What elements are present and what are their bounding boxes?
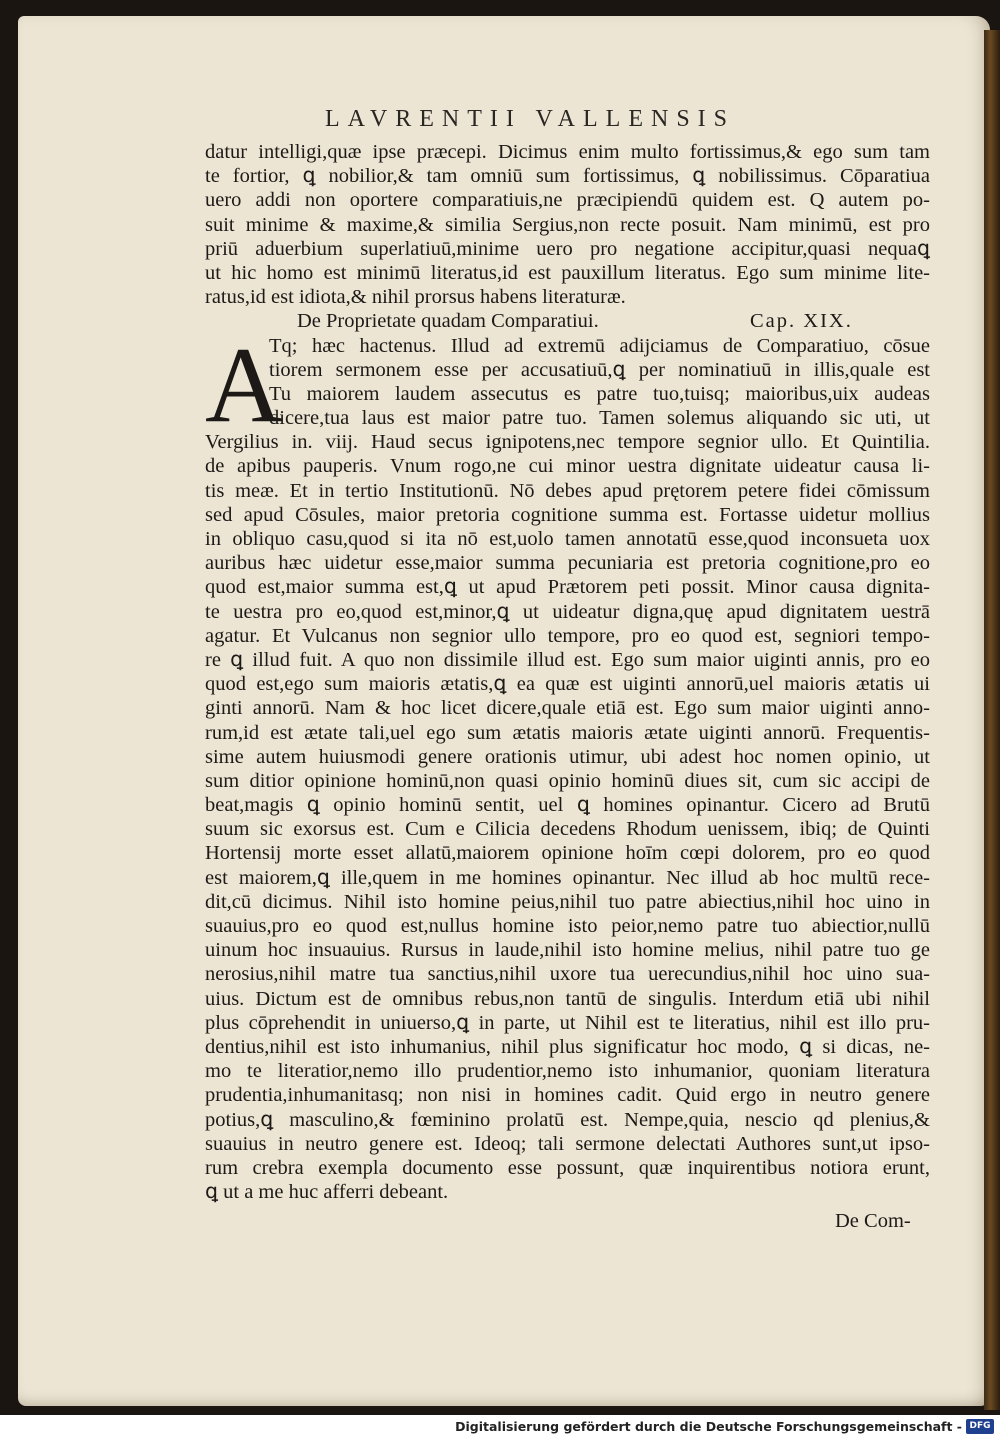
text-line: sime autem huiusmodi genere orationis utimur, ubi adest hoc nomen opinio, ut: [205, 745, 930, 768]
text-line: ut hic homo est minimū literatus,id est pauxillum literatus. Ego sum minime lite-: [205, 261, 930, 284]
funding-notice: Digitalisierung gefördert durch die Deutsche Forschungsgemeinschaft -: [455, 1419, 962, 1434]
text-line: nerosius,nihil matre tua sanctius,nihil uxore tua uerecundius,nihil hoc uino sua-: [205, 963, 930, 986]
text-line: mo te literatior,nemo illo prudentior,nemo isto inhumanior, quoniam literatura: [205, 1060, 930, 1083]
text-line: re ꝗ illud fuit. A quo non dissimile illud est. Ego sum maior uiginti annis, pro eo: [205, 648, 930, 671]
text-line: sed apud Cōsules, maior pretoria cognitione summa est. Fortasse uidetur mollius: [205, 503, 930, 526]
catchword: De Com-: [835, 1210, 911, 1232]
text-line: plus cōprehendit in uniuerso,ꝗ in parte, ut Nihil est te literatius, nihil est illo pru-: [205, 1011, 930, 1034]
text-line: Tq; hæc hactenus. Illud ad extremū adijciamus de Comparatiuo, cōsue: [269, 334, 930, 357]
text-line: uius. Dictum est de omnibus rebus,non tantū de singulis. Interdum etiā ubi nihil: [205, 987, 930, 1010]
text-line: quod est,ego sum maioris ætatis,ꝗ ea quæ est uiginti annorū,uel maioris ætatis ui: [205, 673, 930, 696]
chapter-title: De Proprietate quadam Comparatiui.: [297, 310, 599, 333]
text-line: prudentia,inhumanitasq; non nisi in homines cadit. Quid ergo in neutro genere: [205, 1084, 930, 1107]
text-line: rum crebra exempla documento esse possunt, quæ inquirentibus notiora erunt,: [205, 1156, 930, 1179]
text-line: est maiorem,ꝗ ille,quem in me homines opinantur. Nec illud ab hoc multū rece-: [205, 866, 930, 889]
text-line: dentius,nihil est isto inhumanius, nihil plus significatur hoc modo, ꝗ si dicas, ne-: [205, 1035, 930, 1058]
chapter-heading: [205, 309, 930, 333]
text-line: rum,id est ætate tali,uel ego sum ætatis maioris ætate uiginti annorū. Frequentis-: [205, 721, 930, 744]
chapter-number: Cap. XIX.: [750, 310, 853, 333]
text-block-top: [205, 140, 930, 309]
text-line: Hortensij morte esset allatū,maiorem opinione hoīm cœpi dolorem, pro eo quod: [205, 842, 930, 865]
text-line: suauius,pro eo quod est,nullus homine isto peior,nemo patre tuo abiectior,nullū: [205, 915, 930, 937]
body-text: [205, 140, 930, 1204]
text-line: sum ditior opinione hominū,non quasi opinio hominū diues sit, cum sic accipi de: [205, 769, 930, 792]
text-line: beat,magis ꝗ opinio hominū sentit, uel ꝗ homines opinantur. Cicero ad Brutū: [205, 794, 930, 817]
text-line: te uestra pro eo,quod est,minor,ꝗ ut uideatur digna,quę apud dignitatem uestrā: [205, 600, 930, 623]
text-line: suauius in neutro genere est. Ideoq; tali sermone delectati Authores sunt,ut ipso-: [205, 1132, 930, 1155]
text-line: priū aduerbium superlatiuū,minime uero pro negatione accipitur,quasi nequaꝗ: [205, 237, 930, 260]
text-line: agatur. Et Vulcanus non segnior ullo tempore, pro eo quod est, segniori tempo-: [205, 624, 930, 647]
text-line: uero addi non oportere comparatiuis,ne præcipiendū quidem est. Q autem po-: [205, 189, 930, 212]
text-line: tiorem sermonem esse per accusatiuū,ꝗ per nominatiuū in illis,quale est: [269, 358, 930, 381]
text-line: suum sic exorsus est. Cum e Cilicia decedens Rhodum uenissem, ibiq; de Quinti: [205, 818, 930, 841]
text-line: datur intelligi,quæ ipse præcepi. Dicimus enim multo fortissimus,& ego sum tam: [205, 141, 930, 163]
text-line-last: ꝗ ut a me huc afferri debeant.: [205, 1181, 449, 1204]
drop-initial: A: [205, 325, 283, 445]
text-line: ratus,id est idiota,& nihil prorsus habens literaturæ.: [205, 286, 626, 309]
text-line: Tu maiorem laudem assecutus es patre tuo,tuisq; maioribus,uix audeas: [269, 382, 930, 405]
text-line: Vergilius in. viij. Haud secus ignipotens,nec tempore segnior ullo. Et Quintilia.: [205, 431, 930, 454]
text-line: in obliquo casu,quod si ita nō est,uolo tamen annotatū esse,quod inconsueta uox: [205, 528, 930, 550]
text-line: potius,ꝗ masculino,& fœminino prolatū est. Nempe,quia, nescio qd plenius,&: [205, 1108, 930, 1131]
text-line: ginti annorū. Nam & hoc licet dicere,quale etiā est. Ego sum maior uiginti anno-: [205, 697, 930, 720]
text-block-main: [205, 430, 930, 1180]
running-head: LAVRENTII VALLENSIS: [325, 106, 736, 132]
text-line: tis meæ. Et in tertio Institutionū. Nō debes apud prętorem petere fidei cōmissum: [205, 479, 930, 502]
text-line: uinum hoc insuauius. Rursus in laude,nihil isto homine melius, nihil patre tuo ge: [205, 939, 930, 962]
text-line: de apibus pauperis. Vnum rogo,ne cui minor uestra dignitate uideatur causa li-: [205, 455, 930, 478]
text-line: suit minime & maxime,& similia Sergius,non recte posuit. Nam minimū, est pro: [205, 213, 930, 236]
text-line: te fortior, ꝗ nobilior,& tam omniū sum fortissimus, ꝗ nobilissimus. Cōparatiua: [205, 165, 930, 188]
text-line: auribus hæc uidetur esse,maior summa pecuniaria est pretoria cognitione,pro eo: [205, 552, 930, 575]
text-line: dit,cū dicimus. Nihil isto homine peius,nihil tuo patre abiectius,nihil hoc uino in: [205, 890, 930, 913]
text-line: quod est,maior summa est,ꝗ ut apud Prætorem peti possit. Minor causa dignita-: [205, 576, 930, 599]
book-edge: [984, 30, 1000, 1410]
text-block-initial: [205, 334, 930, 431]
text-line: dicere,tua laus est maior patre tuo. Tamen solemus aliquando sic uti, ut: [269, 407, 930, 430]
dfg-logo-icon: DFG: [966, 1419, 994, 1434]
footer-bar: [0, 1415, 1000, 1440]
